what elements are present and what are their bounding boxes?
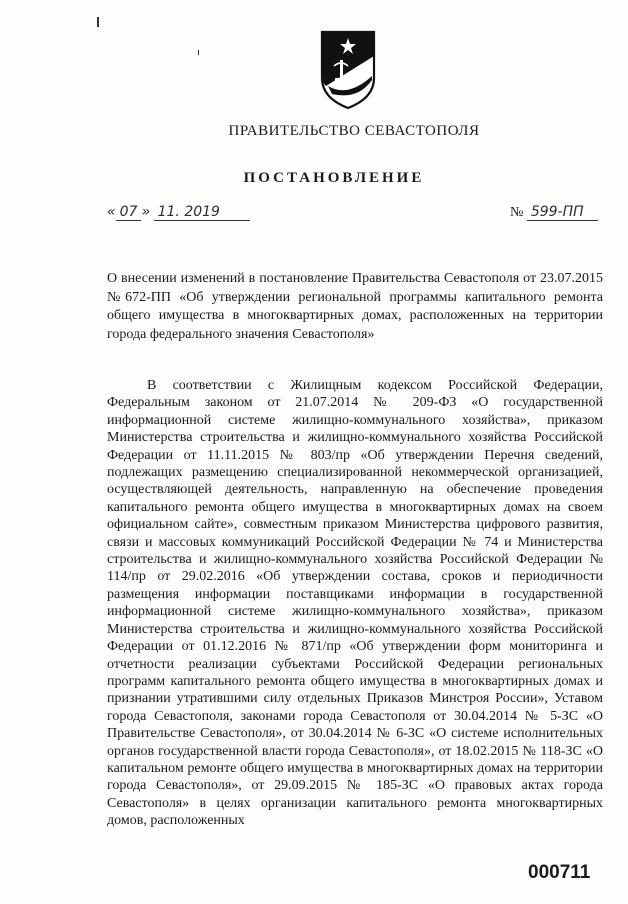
scan-speck — [198, 50, 199, 55]
document-date — [107, 204, 250, 221]
document-body: В соответствии с Жилищным кодексом Российской Федерации, Федеральным законом от 21.07.2014 № 209-ФЗ «О государственной информационной системе жилищно-коммунального хозяйства», приказом Министерства строительства и жилищно-коммунального хозяйства Российской Федерации от 11.11.2015 № 803/пр «Об утверждении Перечня сведений, подлежащих размещению специализированной некоммерческой организацией, осуществляющей деятельность, направленную на обеспечение проведения капитального ремонта общего имущества в многоквартирных домах на своем официальном сайте», совместным приказом Министерства цифрового развития, связи и массовых коммуникаций Российской Федерации № 74 и Министерства строительства и жилищно-коммунального хозяйства Российской Федерации № 114/пр от 29.02.2016 «Об утверждении состава, сроков и периодичности размещения информации поставщиками информации в государственной информационной системе жилищно-коммунального хозяйства», приказом Министерства строительства и жилищно-коммунального хозяйства Российской Федерации от 01.12.2016 № 871/пр «Об утверждении форм мониторинга и отчетности реализации субъектами Российской Федерации региональных программ капитального ремонта общего имущества в многоквартирных домах и признании утратившими силу отдельных Приказов Минстроя России», Уставом города Севастополя, законами города Севастополя от 30.04.2014 № 5-ЗС «О Правительстве Севастополя», от 30.04.2014 № 6-ЗС «О системе исполнительных органов государственной власти города Севастополя», от 18.02.2015 № 118-ЗС «О капитальном ремонте общего имущества в многоквартирных домах на территории города Севастополя», от 29.09.2015 № 185-ЗС «О правовых актах города Севастополя» в целях организации капитального ремонта многоквартирных домов, расположенных — [107, 378, 603, 829]
document-number — [510, 204, 598, 221]
government-title: ПРАВИТЕЛЬСТВО СЕВАСТОПОЛЯ — [228, 123, 480, 139]
date-close-quote: » — [141, 204, 151, 220]
document-type-heading: ПОСТАНОВЛЕНИЕ — [243, 170, 425, 186]
sevastopol-coat-of-arms-icon — [318, 28, 378, 110]
document-subject: О внесении изменений в постановление Правительства Севастополя от 23.07.2015 №672-ПП «Об утверждении региональной программы капитального ремонта общего имущества в многоквартирных домах, расположенных на территории города федерального значения Севастополя» — [107, 271, 603, 342]
number-value: 599-ПП — [527, 204, 598, 221]
date-open-quote: « — [107, 204, 116, 220]
serial-number: 000711 — [528, 862, 591, 883]
scan-speck — [97, 17, 99, 27]
date-month-year: 11. 2019 — [154, 204, 250, 221]
number-sign: № — [510, 205, 524, 220]
date-day: 07 — [116, 204, 142, 221]
